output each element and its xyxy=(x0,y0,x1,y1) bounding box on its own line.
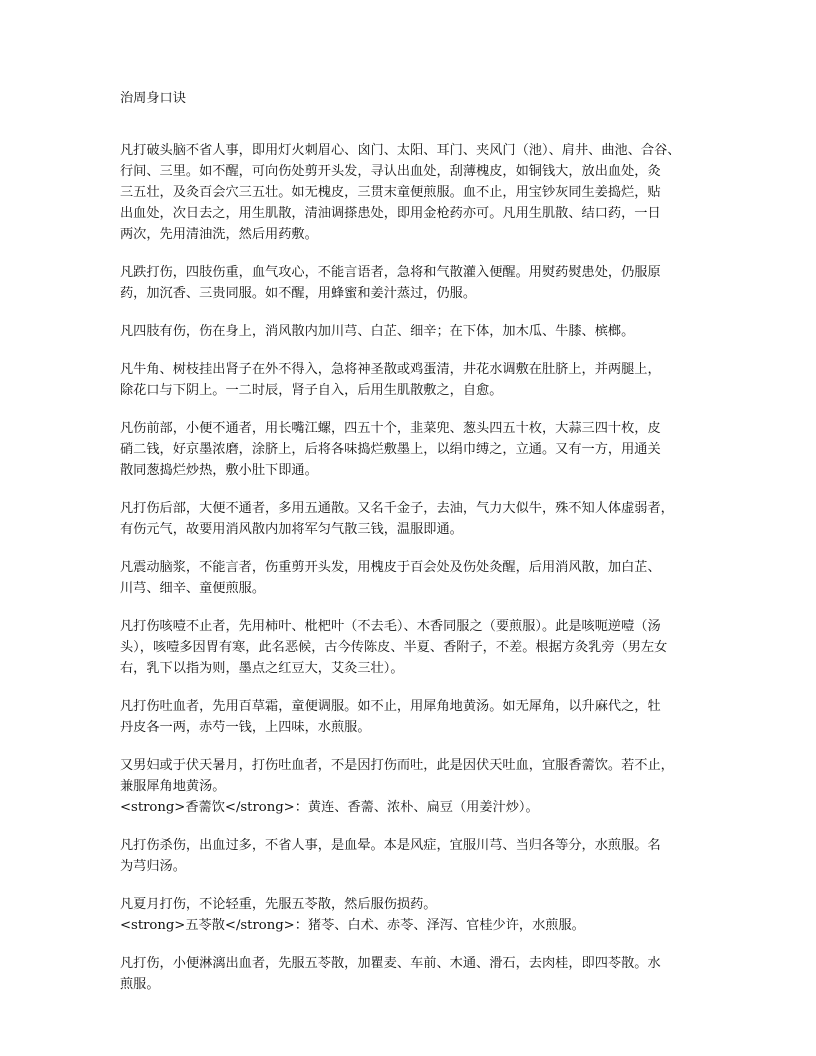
text-line: 兼服犀角地黄汤。 xyxy=(120,779,226,794)
paragraph xyxy=(120,359,708,401)
text-line: 药，加沉香、三贵同服。如不醒，用蜂蜜和姜汁蒸过，仍服。 xyxy=(120,286,477,301)
text-line: <strong>五苓散</strong>：猪苓、白术、赤苓、泽泻、官桂少许，水煎服。 xyxy=(120,918,585,933)
paragraph xyxy=(120,835,708,877)
text-line: 丹皮各一两，赤芍一钱，上四味，水煎服。 xyxy=(120,720,371,735)
paragraph xyxy=(120,418,708,481)
text-line: 凡夏月打伤，不论轻重，先服五苓散，然后服伤损药。 xyxy=(120,897,437,912)
paragraph xyxy=(120,696,708,738)
text-line: 凡牛角、树枝挂出肾子在外不得入，急将神圣散或鸡蛋清，井花水调敷在肚脐上，并两腿上， xyxy=(120,362,661,377)
text-line: 凡震动脑浆，不能言者，伤重剪开头发，用槐皮于百会处及伤处灸醒，后用消风散，加白芷、 xyxy=(120,560,661,575)
text-line: 硝二钱，好京墨浓磨，涂脐上，后将各味捣烂敷墨上，以绢巾缚之，立通。又有一方，用通关 xyxy=(120,442,661,457)
text-line: 川芎、细辛、童便煎服。 xyxy=(120,581,266,596)
text-line: 凡打伤，小便淋漓出血者，先服五苓散，加瞿麦、车前、木通、滑石，去肉桂，即四苓散。水 xyxy=(120,956,661,971)
text-line: 凡打破头脑不省人事，即用灯火刺眉心、囟门、太阳、耳门、夹风门（池）、肩井、曲池、合谷、 xyxy=(120,143,681,158)
document-title: 治周身口诀 xyxy=(120,91,186,106)
text-line: 右，乳下以指为则，墨点之红豆大，艾灸三壮）。 xyxy=(120,661,404,676)
text-line: 凡打伤杀伤，出血过多，不省人事，是血晕。本是风症，宜服川芎、当归各等分，水煎服。名 xyxy=(120,838,661,853)
paragraph xyxy=(120,498,708,540)
text-line: 凡打伤后部，大便不通者，多用五通散。又名千金子，去油，气力大似牛，殊不知人体虚弱者， xyxy=(120,501,674,516)
paragraph xyxy=(120,262,708,304)
paragraph xyxy=(120,321,708,342)
document-page xyxy=(120,88,708,1012)
paragraph xyxy=(120,616,708,679)
text-line: 三五壮，及灸百会穴三五壮。如无槐皮，三贯末童便煎服。血不止，用宝钞灰同生姜捣烂，贴 xyxy=(120,185,661,200)
text-line: 煎服。 xyxy=(120,977,160,992)
text-line: 有伤元气，故要用消风散内加将军匀气散三钱，温服即通。 xyxy=(120,522,463,537)
text-line: 出血处，次日去之，用生肌散，清油调搽患处，即用金枪药亦可。凡用生肌散、结口药，一日 xyxy=(120,206,661,221)
document-body xyxy=(120,140,708,995)
paragraph xyxy=(120,953,708,995)
text-line: 散同葱捣烂炒热，敷小肚下即通。 xyxy=(120,463,318,478)
text-line: 凡伤前部，小便不通者，用长嘴江螺，四五十个，韭菜兜、葱头四五十枚，大蒜三四十枚，皮 xyxy=(120,421,661,436)
paragraph xyxy=(120,557,708,599)
text-line: 行间、三里。如不醒，可向伤处剪开头发，寻认出血处，刮薄槐皮，如铜钱大，放出血处，灸 xyxy=(120,164,661,179)
paragraph xyxy=(120,140,708,245)
text-line: 除花口与下阴上。一二时辰，肾子自入，后用生肌散敷之，自愈。 xyxy=(120,383,503,398)
text-line: 为芎归汤。 xyxy=(120,859,186,874)
text-line: 两次，先用清油洗，然后用药敷。 xyxy=(120,227,318,242)
paragraph xyxy=(120,894,708,936)
text-line: 凡四肢有伤，伤在身上，消风散内加川芎、白芷、细辛；在下体，加木瓜、牛膝、槟榔。 xyxy=(120,324,635,339)
text-line: 又男妇或于伏天暑月，打伤吐血者，不是因打伤而吐，此是因伏天吐血，宜服香薷饮。若不止， xyxy=(120,758,674,773)
text-line: <strong>香薷饮</strong>：黄连、香薷、浓朴、扁豆（用姜汁炒）。 xyxy=(120,800,539,815)
paragraph xyxy=(120,755,708,818)
text-line: 头），咳噎多因胃有寒，此名恶候，古今传陈皮、半夏、香附子，不差。根据方灸乳旁（男左女 xyxy=(120,640,668,655)
text-line: 凡打伤吐血者，先用百草霜，童便调服。如不止，用犀角地黄汤。如无犀角，以升麻代之，牡 xyxy=(120,699,661,714)
text-line: 凡打伤咳噎不止者，先用柿叶、枇杷叶（不去毛）、木香同服之（要煎服）。此是咳呃逆噎（汤 xyxy=(120,619,661,634)
text-line: 凡跌打伤，四肢伤重，血气攻心，不能言语者，急将和气散灌入便醒。用熨药熨患处，仍服原 xyxy=(120,265,661,280)
